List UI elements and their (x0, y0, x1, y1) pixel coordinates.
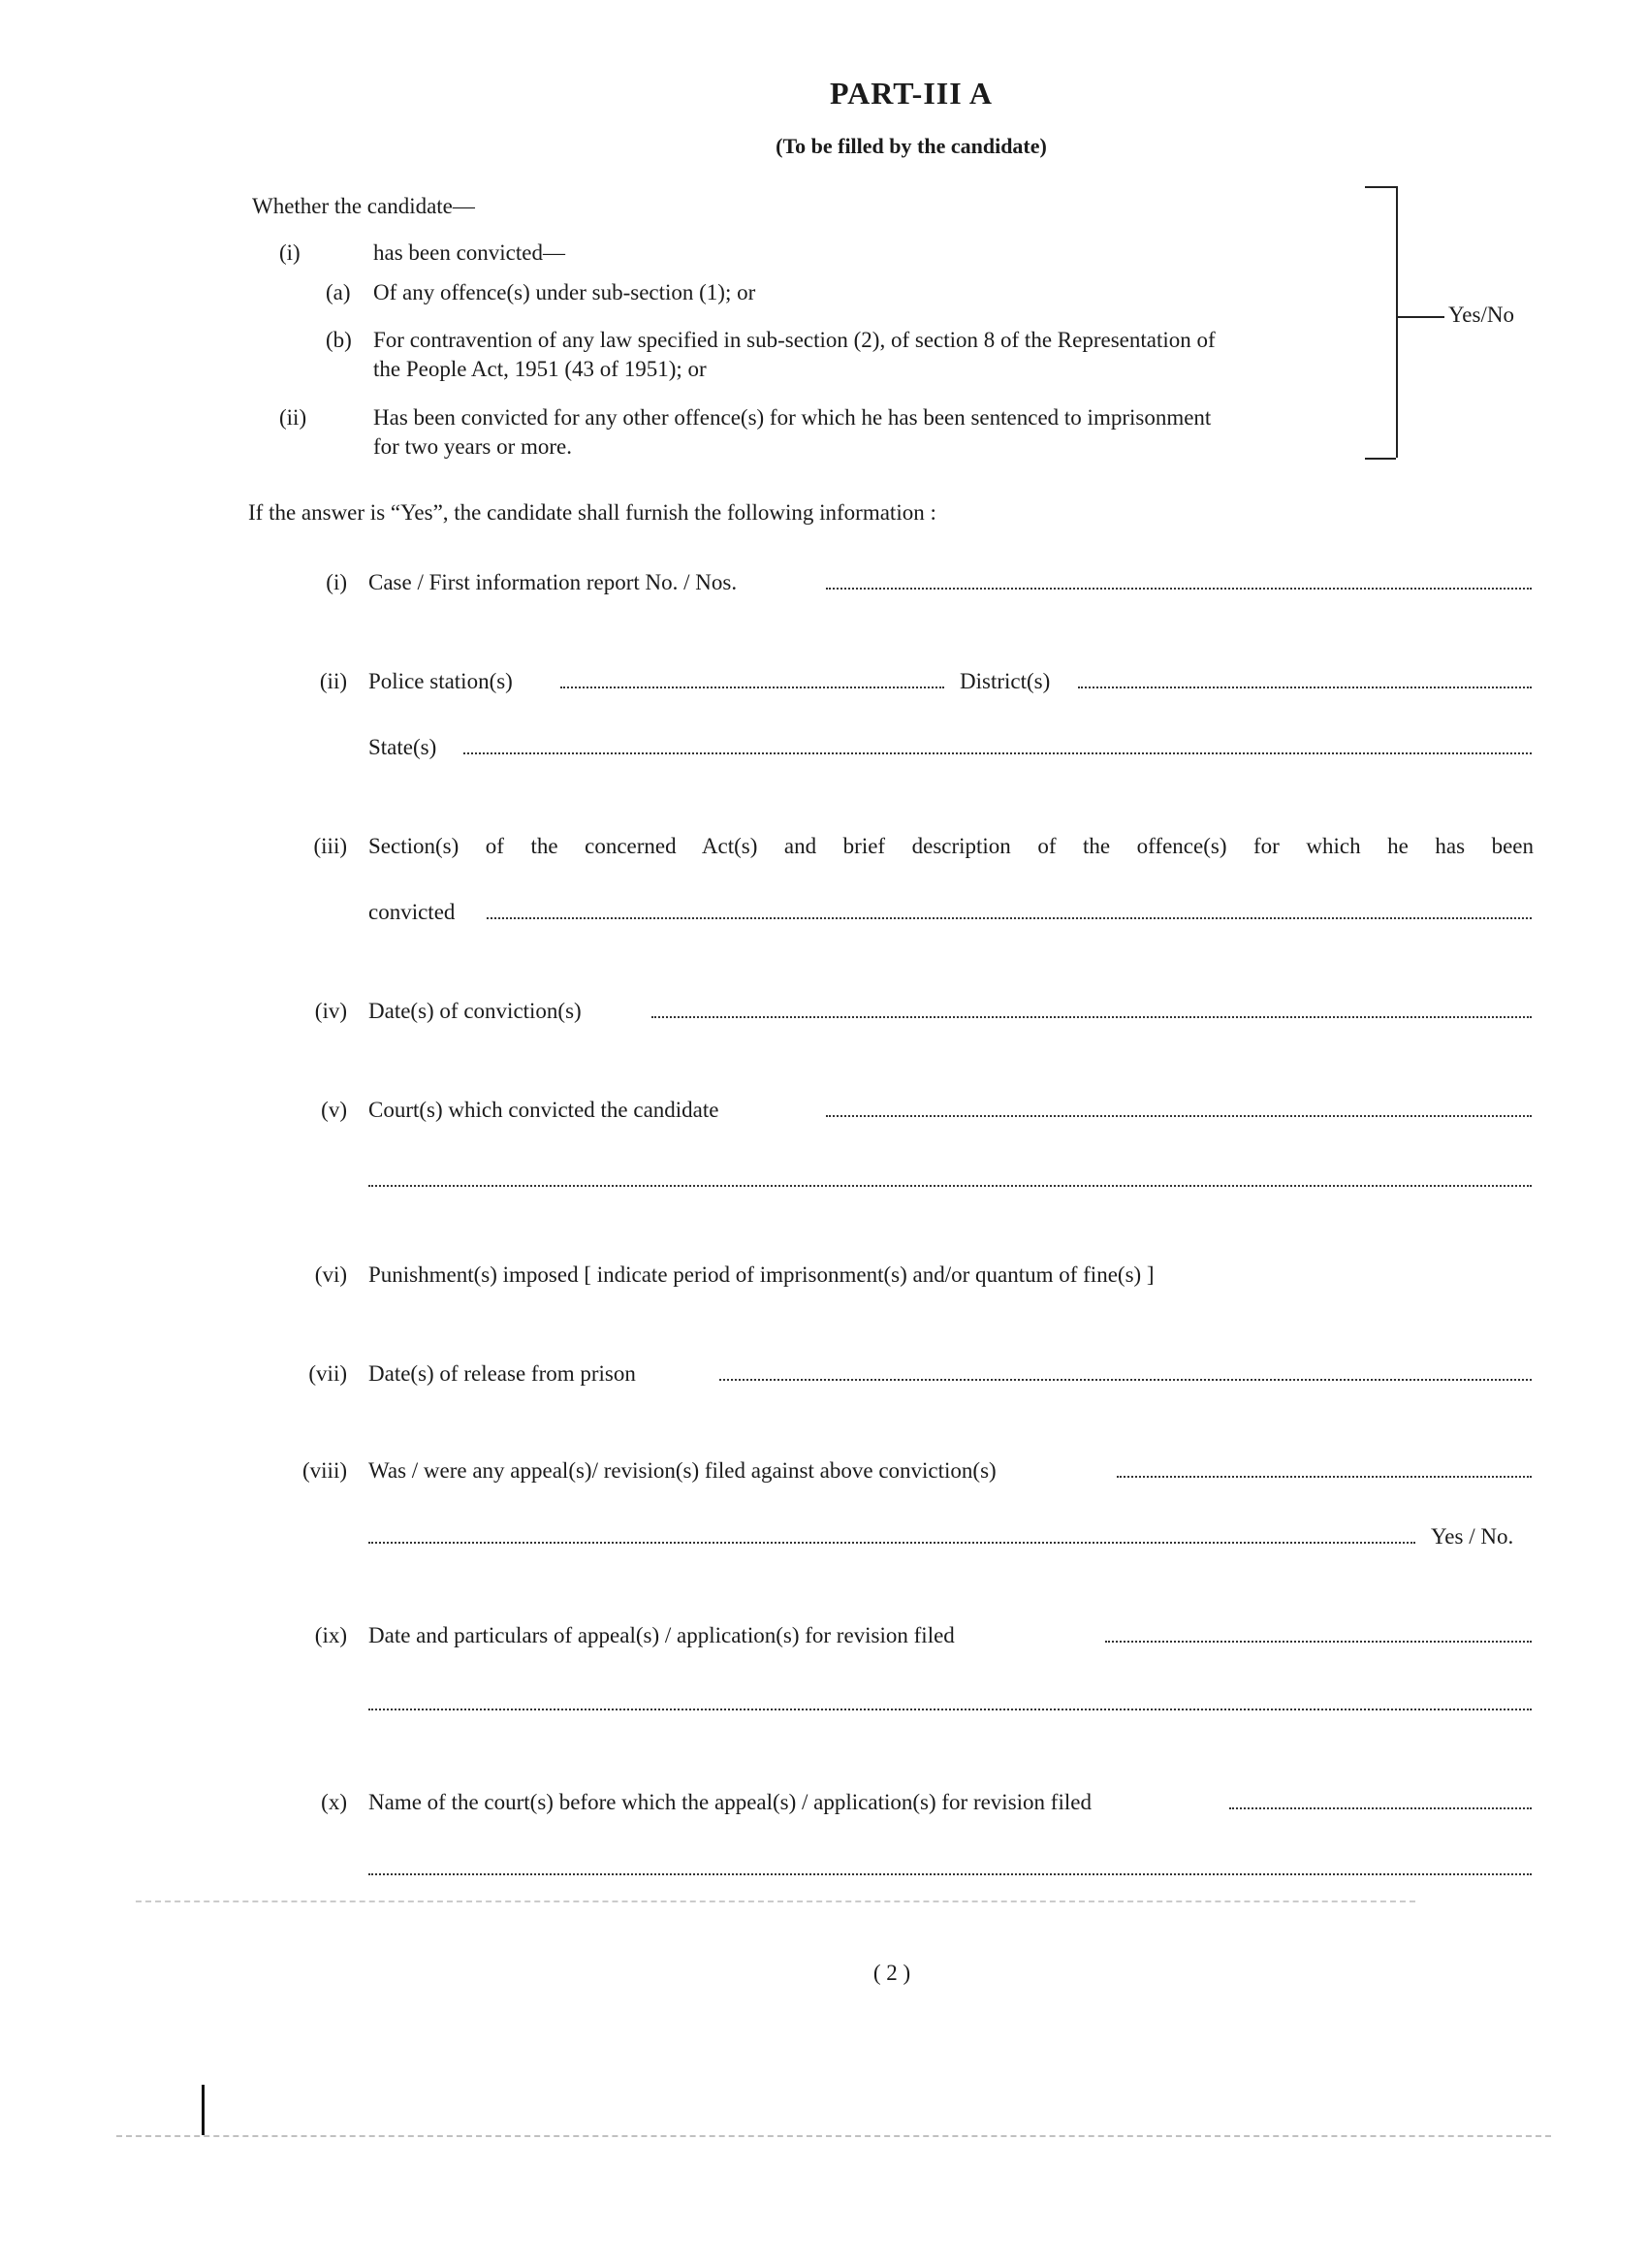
bracket-top (1365, 186, 1396, 188)
conviction-date-field[interactable] (651, 1016, 1532, 1018)
appeal-particulars-field[interactable] (1105, 1641, 1532, 1643)
bracket-bottom (1365, 458, 1396, 460)
convicting-court-field-line2[interactable] (368, 1185, 1532, 1187)
instruction-text: If the answer is “Yes”, the candidate shall furnish the following information : (248, 500, 936, 525)
field-2-number: (ii) (319, 669, 347, 693)
convicted-label: convicted (368, 900, 456, 924)
field-6-label: Punishment(s) imposed [ indicate period of imprisonment(s) and/or quantum of fine(s) ] (368, 1262, 1155, 1287)
state-label: State(s) (368, 735, 437, 759)
appeal-yes-no-label: Yes / No. (1431, 1524, 1514, 1549)
field-3-label: Section(s) of the concerned Act(s) and brief description of the offence(s) for which he has been (368, 834, 1534, 858)
district-label: District(s) (960, 669, 1051, 693)
margin-mark (202, 2085, 205, 2135)
appeal-court-field-line2[interactable] (368, 1873, 1532, 1875)
page-number: ( 2 ) (872, 1961, 911, 1985)
appeal-filed-field-line2[interactable] (368, 1542, 1415, 1544)
field-1-number: (i) (326, 570, 347, 594)
field-7-label: Date(s) of release from prison (368, 1361, 636, 1386)
case-fir-number-field[interactable] (826, 588, 1532, 590)
field-4-label: Date(s) of conviction(s) (368, 999, 582, 1023)
item-a-text: Of any offence(s) under sub-section (1); or (373, 280, 756, 304)
field-8-number: (viii) (302, 1458, 347, 1483)
scan-artifact-line (136, 1901, 1415, 1902)
page-title: PART-III A (829, 76, 994, 111)
field-6-number: (vi) (314, 1262, 347, 1287)
field-9-label: Date and particulars of appeal(s) / application(s) for revision filed (368, 1623, 955, 1647)
item-b-line2: the People Act, 1951 (43 of 1951); or (373, 357, 707, 381)
field-7-number: (vii) (308, 1361, 347, 1386)
bracket-vertical (1396, 186, 1398, 458)
field-2-label: Police station(s) (368, 669, 513, 693)
police-station-field[interactable] (560, 687, 944, 688)
item-i-text: has been convicted— (373, 240, 565, 265)
field-9-number: (ix) (314, 1623, 347, 1647)
field-10-label: Name of the court(s) before which the appeal(s) / application(s) for revision filed (368, 1790, 1092, 1814)
field-1-label: Case / First information report No. / Nos. (368, 570, 738, 594)
state-field[interactable] (463, 752, 1532, 754)
district-field[interactable] (1078, 687, 1532, 688)
release-date-field[interactable] (719, 1379, 1532, 1381)
item-b-line1: For contravention of any law specified in sub-section (2), of section 8 of the Representation of (373, 328, 1216, 352)
declaration-intro: Whether the candidate— (252, 194, 475, 218)
yes-no-answer-label: Yes/No (1448, 303, 1514, 327)
field-5-label: Court(s) which convicted the candidate (368, 1098, 719, 1122)
bracket-connector (1398, 316, 1444, 318)
page-subtitle: (To be filled by the candidate) (776, 134, 1047, 158)
convicting-court-field[interactable] (826, 1115, 1532, 1117)
item-ii-number: (ii) (279, 405, 307, 430)
field-4-number: (iv) (314, 999, 347, 1023)
appeal-court-field[interactable] (1229, 1807, 1532, 1809)
item-b-number: (b) (326, 328, 352, 352)
item-ii-line2: for two years or more. (373, 434, 573, 459)
appeal-particulars-field-line2[interactable] (368, 1709, 1532, 1710)
field-10-number: (x) (321, 1790, 347, 1814)
item-ii-line1: Has been convicted for any other offence(s) for which he has been sentenced to imprisonment (373, 405, 1212, 430)
field-3-number: (iii) (313, 834, 347, 858)
field-8-label: Was / were any appeal(s)/ revision(s) filed against above conviction(s) (368, 1458, 997, 1483)
offence-description-field[interactable] (487, 917, 1532, 919)
field-5-number: (v) (321, 1098, 347, 1122)
item-a-number: (a) (326, 280, 351, 304)
appeal-filed-field[interactable] (1117, 1476, 1532, 1478)
item-i-number: (i) (279, 240, 301, 265)
bottom-edge-line (116, 2135, 1551, 2137)
